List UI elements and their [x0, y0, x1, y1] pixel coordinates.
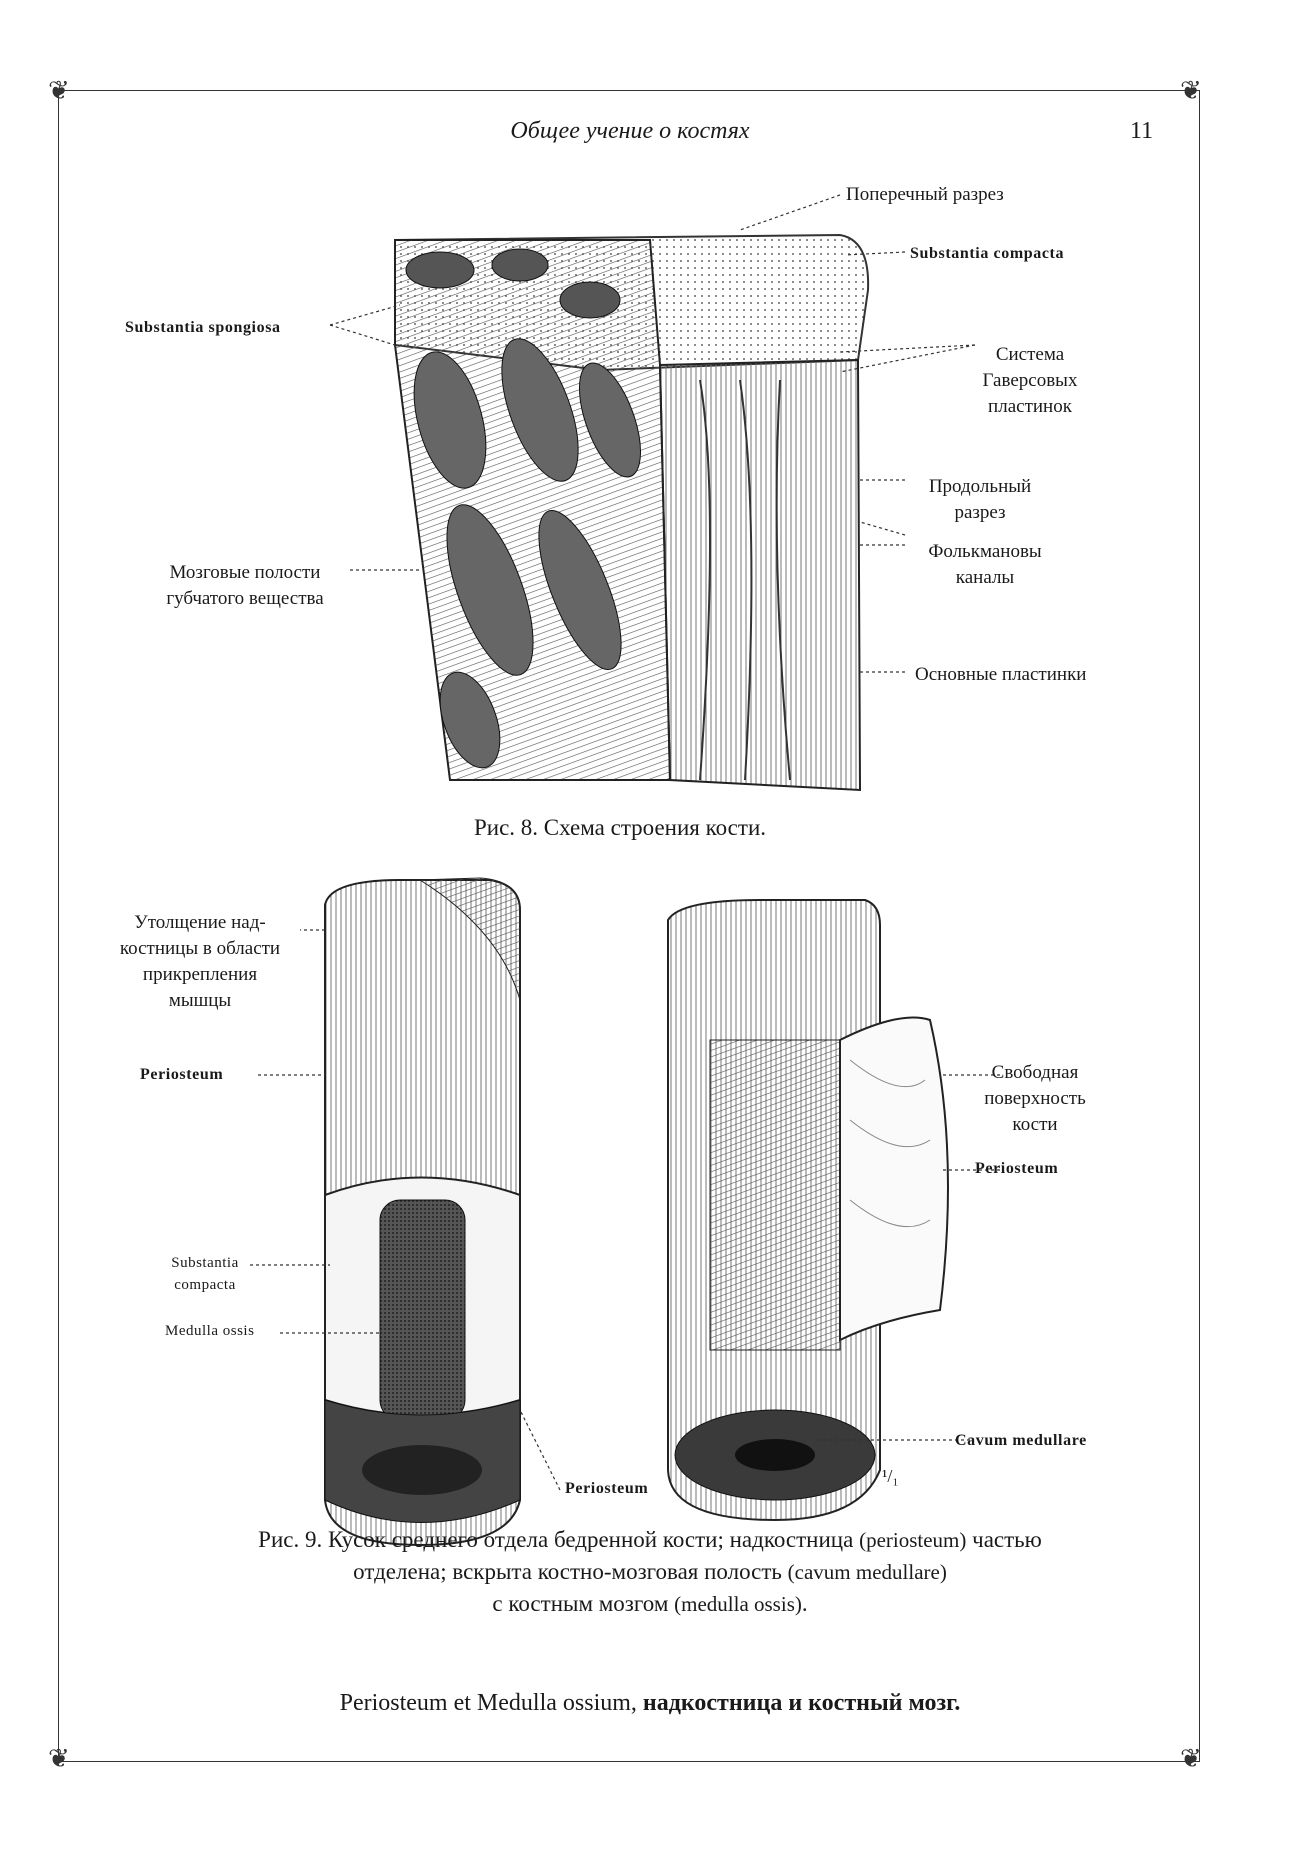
label-periosteum-right: Periosteum	[975, 1160, 1059, 1177]
label-substantia-compacta: Substantia compacta	[910, 245, 1065, 262]
caption-latin: (medulla ossis)	[674, 1592, 802, 1616]
figure9-left-bone	[325, 878, 520, 1545]
figure8-bone-diagram	[395, 235, 868, 790]
figure8-caption: Рис. 8. Схема строения кости.	[473, 815, 766, 840]
running-header: Общее учение о костях	[510, 118, 750, 144]
caption-text: .	[801, 1591, 808, 1616]
section-title	[150, 1690, 1150, 1717]
label-medulla-ossis: Medulla ossis	[165, 1323, 255, 1339]
caption-text: Рис. 9. Кусок среднего отдела бедренной кости; надкостница	[258, 1527, 860, 1552]
label-substantia-spongiosa: Substantia spongiosa	[125, 319, 281, 336]
caption-latin: (periosteum)	[859, 1528, 967, 1552]
corner-ornament-icon: ❦	[48, 76, 70, 105]
label-havers-system: Система Гаверсовых пластинок	[982, 344, 1078, 417]
label-periosteum-bottom: Periosteum	[565, 1480, 649, 1497]
caption-text: с костным мозгом	[492, 1591, 675, 1616]
label-free-surface: Свободная поверхность кости	[984, 1062, 1086, 1135]
label-substantia-compacta-fig9: Substantia compacta	[171, 1255, 239, 1293]
corner-ornament-icon: ❦	[1180, 76, 1202, 105]
figure9-right-bone	[668, 900, 948, 1520]
corner-ornament-icon: ❦	[48, 1744, 70, 1773]
label-volkmann-canals: Фолькмановы каналы	[928, 541, 1042, 588]
label-longitudinal-section: Продольный разрез	[928, 476, 1032, 523]
label-periosteum-left: Periosteum	[140, 1066, 224, 1083]
caption-latin: (cavum medullare)	[787, 1560, 947, 1584]
label-cross-section: Поперечный разрез	[846, 184, 1004, 205]
corner-ornament-icon: ❦	[1180, 1744, 1202, 1773]
label-medullary-cavities: Мозговые полости губчатого вещества	[166, 562, 324, 609]
section-title-latin: Periosteum et Medulla ossium,	[339, 1690, 643, 1716]
section-title-russian: надкостница и костный мозг.	[642, 1690, 961, 1716]
caption-text: частью	[966, 1527, 1042, 1552]
label-scale: ¹/₁	[882, 1466, 899, 1486]
label-periosteum-thickening: Утолщение над- костницы в области прикрепления мышцы	[119, 912, 281, 1011]
page-number: 11	[1130, 118, 1154, 144]
label-cavum-medullare: Cavum medullare	[955, 1432, 1087, 1449]
caption-text: отделена; вскрыта костно-мозговая полость	[353, 1559, 788, 1584]
label-basic-lamellae: Основные пластинки	[915, 664, 1087, 685]
figure9-caption	[120, 1524, 1180, 1620]
